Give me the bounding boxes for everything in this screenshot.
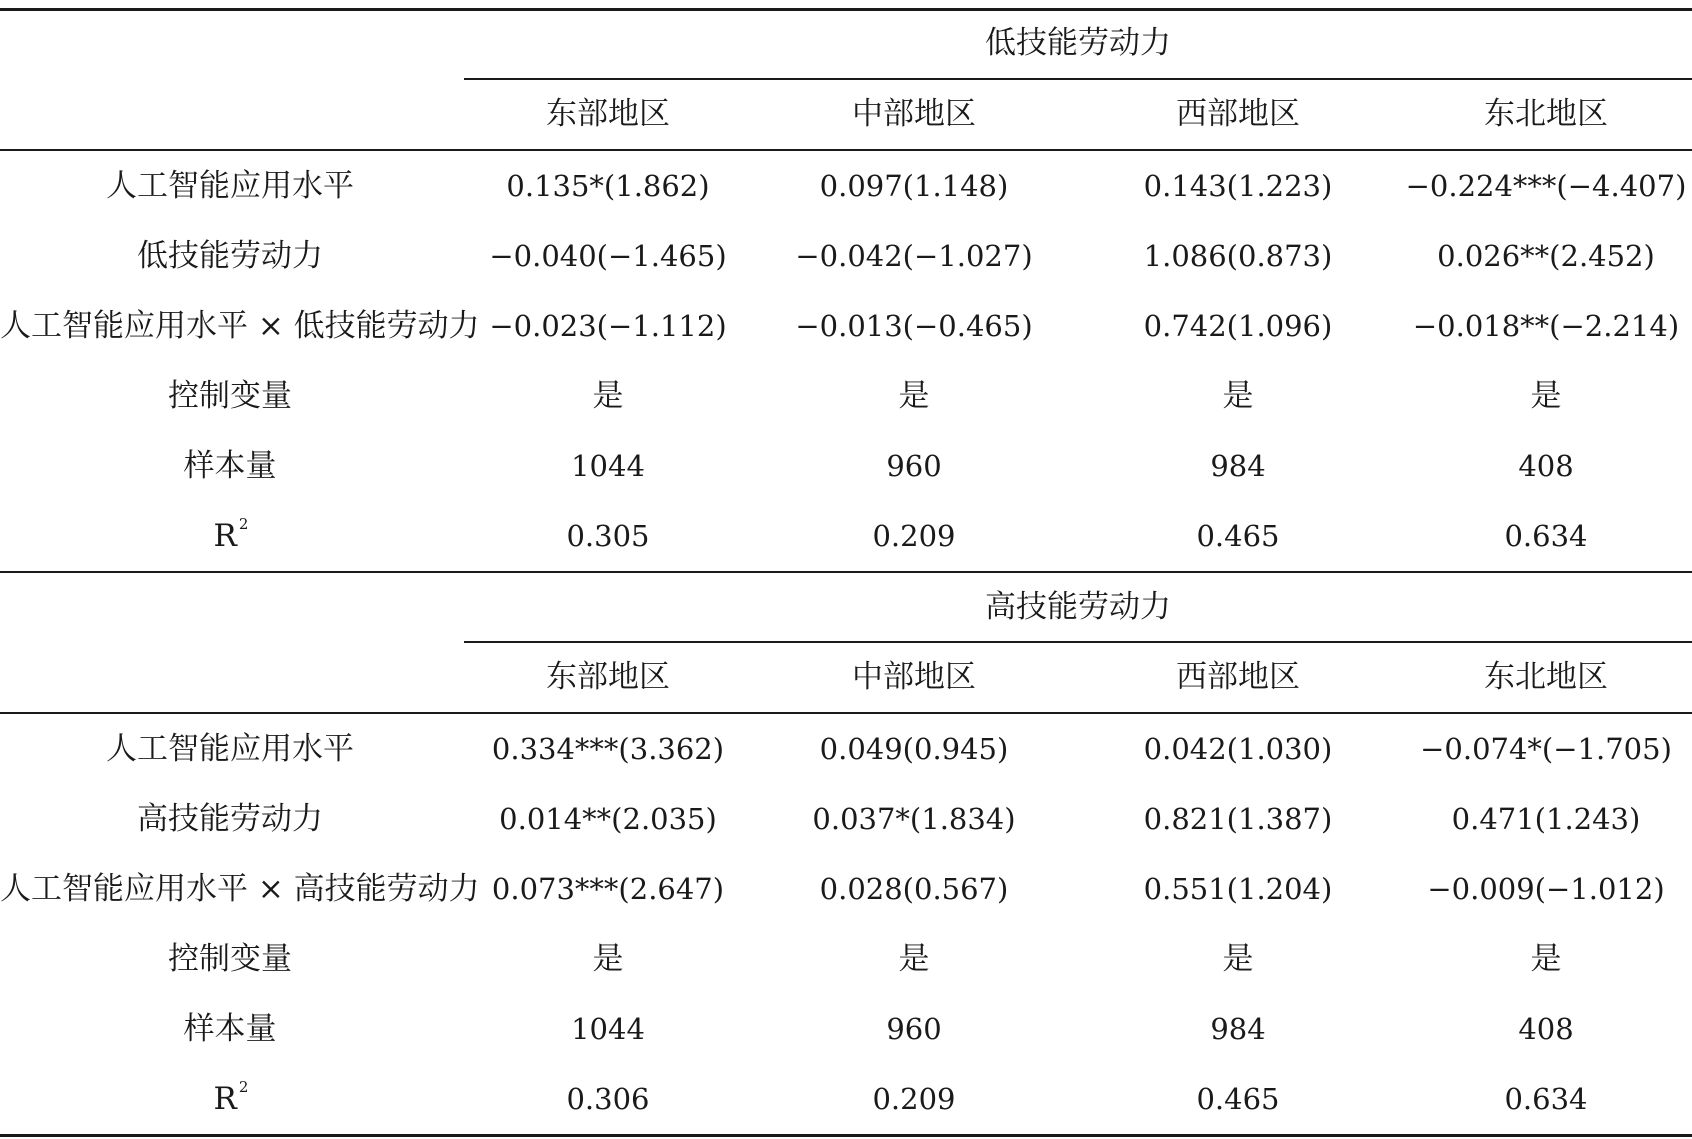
table-cell: −0.009(−1.012) [1427,872,1665,906]
table-cell: 960 [886,449,942,483]
table-cell: −0.040(−1.465) [489,239,727,273]
column-header: 东北地区 [1484,659,1608,695]
row-label: 低技能劳动力 [137,238,323,274]
table-cell: 1.086(0.873) [1143,239,1333,273]
table-cell: 0.551(1.204) [1143,872,1333,906]
table-cell: 是 [1222,941,1254,977]
bottom-rule [0,1134,1692,1137]
table-cell: 0.042(1.030) [1143,732,1333,766]
table-cell: 0.014**(2.035) [499,802,717,836]
table-cell: 0.634 [1504,519,1588,553]
row-label: 人工智能应用水平 × 低技能劳动力 [0,308,480,344]
table-cell: 是 [898,941,930,977]
table-cell: 1044 [571,1012,645,1046]
column-header: 东北地区 [1484,96,1608,132]
column-header: 东部地区 [546,96,670,132]
column-header: 西部地区 [1176,659,1300,695]
column-header: 西部地区 [1176,96,1300,132]
table-cell: 是 [1222,378,1254,414]
table-cell: 是 [898,378,930,414]
r-superscript: 2 [238,1078,249,1096]
table-cell: 0.073***(2.647) [491,872,725,906]
row-label: 人工智能应用水平 [106,168,354,204]
r-superscript: 2 [238,515,249,533]
table-cell: 408 [1518,1012,1574,1046]
table-cell: 0.049(0.945) [819,732,1009,766]
table-cell: −0.042(−1.027) [795,239,1033,273]
table-cell: −0.018**(−2.214) [1412,309,1680,343]
table-cell: 是 [592,941,624,977]
table-cell: 0.143(1.223) [1143,169,1333,203]
table-cell: −0.023(−1.112) [489,309,727,343]
table-cell: 0.028(0.567) [819,872,1009,906]
table-cell: 408 [1518,449,1574,483]
column-header: 中部地区 [852,96,976,132]
table-cell: 0.634 [1504,1082,1588,1116]
table-cell: 0.821(1.387) [1143,802,1333,836]
table-cell: 0.306 [566,1082,650,1116]
row-label-r-squared [0,1064,460,1134]
table-cell: −0.013(−0.465) [795,309,1033,343]
table-cell: 960 [886,1012,942,1046]
table-cell: 984 [1210,1012,1266,1046]
table-cell: 0.305 [566,519,650,553]
table-cell: 0.465 [1196,519,1280,553]
table-cell: 0.026**(2.452) [1437,239,1655,273]
table-cell: −0.224***(−4.407) [1405,169,1687,203]
group-title: 高技能劳动力 [985,589,1171,625]
row-label: 控制变量 [168,378,292,414]
table-cell: 0.465 [1196,1082,1280,1116]
table-cell: 0.471(1.243) [1451,802,1641,836]
table-cell: 0.097(1.148) [819,169,1009,203]
table-cell: 0.209 [872,519,956,553]
table-cell: 984 [1210,449,1266,483]
row-label: 控制变量 [168,941,292,977]
row-label: 人工智能应用水平 × 高技能劳动力 [0,871,480,907]
row-label: 高技能劳动力 [137,801,323,837]
table-cell: 是 [1530,941,1562,977]
r-label: R [213,518,237,554]
column-header: 东部地区 [546,659,670,695]
table-cell: 0.135*(1.862) [506,169,710,203]
table-cell: 0.209 [872,1082,956,1116]
column-header: 中部地区 [852,659,976,695]
table-cell: 1044 [571,449,645,483]
row-label: 人工智能应用水平 [106,731,354,767]
table-cell: 0.037*(1.834) [812,802,1016,836]
table-cell: 0.742(1.096) [1143,309,1333,343]
table-cell: 是 [1530,378,1562,414]
table-cell: −0.074*(−1.705) [1420,732,1672,766]
group-title: 低技能劳动力 [985,25,1171,61]
row-label: 样本量 [183,1011,277,1047]
table-cell: 是 [592,378,624,414]
row-label-r-squared [0,501,460,571]
table-cell: 0.334***(3.362) [491,732,725,766]
row-label: 样本量 [183,448,277,484]
r-label: R [213,1081,237,1117]
